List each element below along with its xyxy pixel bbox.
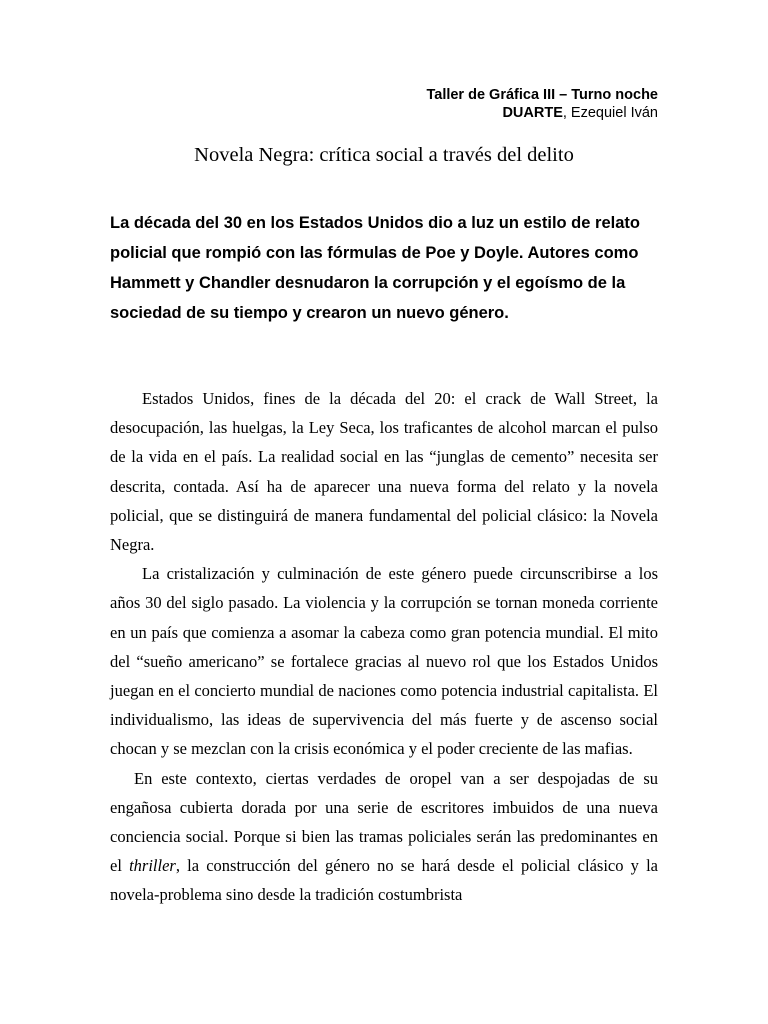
body-paragraph-2: La cristalización y culminación de este género puede circunscribirse a los años 30 del siglo pasado. La violencia y la corrupción se tornan moneda corriente en un país que comienza a asomar la cabeza como gran potencia mundial. El mito del “sueño americano” se fortalece gracias al nuevo rol que los Estados Unidos juegan en el concierto mundial de naciones como potencia industrial capitalista. El individualismo, las ideas de supervivencia del más fuerte y de ascenso social chocan y se mezclan con la crisis económica y el poder creciente de las mafias.: [110, 564, 658, 759]
course-name: Taller de Gráfica III – Turno noche: [426, 87, 658, 103]
article-body: [110, 384, 658, 910]
paragraph-3-text-end: , la construcción del género no se hará desde el policial clásico y la novela-problema sino desde la tradición costumbrista: [110, 856, 658, 905]
author-surname: DUARTE: [502, 105, 563, 121]
author-line: [426, 104, 658, 122]
article-title: Novela Negra: crítica social a través del delito: [194, 144, 574, 166]
italic-term: thriller: [129, 856, 176, 876]
author-given-name: , Ezequiel Iván: [562, 105, 658, 121]
paragraph-3-text-start: En este contexto, ciertas verdades de oropel van a ser despojadas de su engañosa cubierta dorada por una serie de escritores imbuidos de una nueva conciencia social. Porque si bien las tramas policiales serán las predominantes en el: [110, 768, 658, 876]
body-paragraph-1: Estados Unidos, fines de la década del 20: el crack de Wall Street, la desocupación, las huelgas, la Ley Seca, los traficantes de alcohol marcan el pulso de la vida en el país. La realidad social en las “junglas de cemento” necesita ser descrita, contada. Así ha de aparecer una nueva forma del relato y la novela policial, que se distinguirá de manera fundamental del policial clásico: la Novela Negra.: [110, 389, 658, 555]
document-header: [426, 86, 658, 122]
body-paragraph-3: [110, 764, 658, 910]
article-lead: La década del 30 en los Estados Unidos dio a luz un estilo de relato policial que rompió con las fórmulas de Poe y Doyle. Autores como Hammett y Chandler desnudaron la corrupción y el egoísmo de la sociedad de su tiempo y crearon un nuevo género.: [110, 214, 640, 322]
